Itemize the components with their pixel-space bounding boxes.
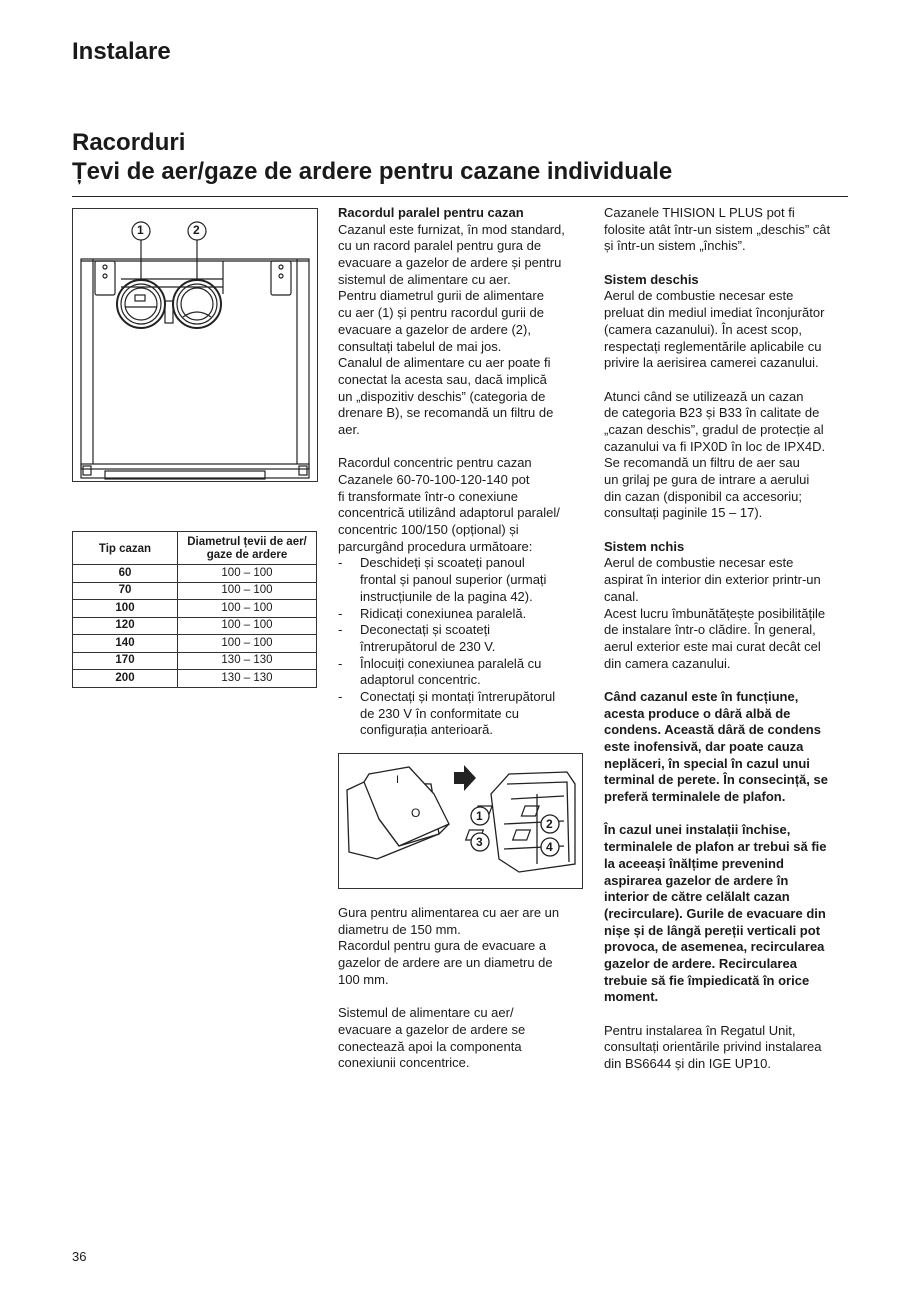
text-line: Aerul de combustie necesar este: [604, 555, 794, 571]
list-item: [338, 689, 588, 706]
table-row: [73, 635, 317, 653]
bullet-dash: -: [338, 605, 343, 621]
text-line: configurația anterioară.: [360, 722, 493, 738]
switch-callout-1: 1: [476, 809, 483, 823]
list-item-text: Ridicați conexiunea paralelă.: [360, 605, 527, 621]
section-heading: Instalare: [72, 38, 171, 65]
text-line: privire la aerisirea camerei cazanului.: [604, 355, 819, 371]
switch-mark-off: O: [411, 806, 421, 820]
switch-figure: [338, 753, 583, 889]
text-line: respectați reglementările aplicabile cu: [604, 338, 822, 354]
text-line: concentric 100/150 (opțional) și: [338, 522, 519, 538]
text-line: fi transformate într-o conexiune: [338, 488, 518, 504]
list-item-text: Deschideți și scoateți panoul: [360, 555, 525, 571]
bold-text-line: aspirarea gazelor de ardere în: [604, 872, 789, 888]
text-line: Acest lucru îmbunătățește posibilitățile: [604, 605, 826, 621]
text-line: consultați paginile 15 – 17).: [604, 505, 763, 521]
bullet-dash: -: [338, 655, 343, 671]
table-row: [73, 652, 317, 670]
text-line: de 230 V în conformitate cu: [360, 705, 519, 721]
text-line: din cazan (disponibil ca accesoriu;: [604, 488, 802, 504]
bullet-dash: -: [338, 555, 343, 571]
flue-diameter-table: [72, 531, 317, 688]
text-line: folosite atât într-un sistem „deschis” cât: [604, 221, 831, 237]
title-divider: [72, 196, 848, 197]
text-line: Pentru diametrul gurii de alimentare: [338, 288, 544, 304]
diameter-cell: 130 – 130: [178, 670, 317, 688]
text-line: Sistemul de alimentare cu aer/: [338, 1005, 514, 1021]
bold-text-line: trebuie să fie împiedicată în orice: [604, 972, 810, 988]
text-line: 100 mm.: [338, 971, 389, 987]
text-line: aer.: [338, 421, 360, 437]
bold-text-line: este inofensivă, dar poate cauza: [604, 739, 804, 754]
switch-callout-2: 2: [546, 817, 553, 831]
text-line: canal.: [604, 588, 639, 604]
text-line: gazelor de ardere are un diametru de: [338, 955, 553, 971]
text-line: aerul exterior este mai curat decât cel: [604, 638, 821, 654]
callout-1: 1: [137, 223, 144, 237]
boiler-type-cell: 170: [73, 652, 178, 670]
bold-text-line: (recirculare). Gurile de evacuare din: [604, 905, 826, 921]
table-row: [73, 617, 317, 635]
text-line: drenare B), se recomandă un filtru de: [338, 405, 554, 421]
table-row: [73, 670, 317, 688]
text-line: Cazanul este furnizat, în mod standard,: [338, 221, 565, 237]
text-line: din camera cazanului.: [604, 655, 731, 671]
blank-line: [604, 806, 854, 823]
list-item-text: Înlocuiți conexiunea paralelă cu: [360, 655, 542, 671]
list-item: [338, 606, 588, 623]
list-item: [338, 656, 588, 673]
bold-text-line: Sistem nchis: [604, 538, 685, 554]
bold-text-line: În cazul unei instalații închise,: [604, 822, 791, 838]
bold-text-line: moment.: [604, 989, 659, 1005]
text-line: Canalul de alimentare cu aer poate fi: [338, 355, 551, 371]
diameter-cell: 100 – 100: [178, 565, 317, 583]
text-line: de categoria B23 și B33 în calitate de: [604, 405, 820, 421]
text-line: un grilaj pe gura de intrare a aerului: [604, 472, 810, 487]
text-line: „cazan deschis”, gradul de protecție al: [604, 421, 824, 437]
text-line: întrerupătorul de 230 V.: [360, 638, 496, 654]
text-line: Se recomandă un filtru de aer sau: [604, 455, 800, 471]
boiler-type-cell: 70: [73, 582, 178, 600]
text-line: evacuare a gazelor de ardere și pentru: [338, 255, 562, 271]
page-title: Racorduri: [72, 129, 186, 156]
list-item-text: Deconectați și scoateți: [360, 622, 491, 638]
bold-text-line: provoca, de asemenea, recircularea: [604, 939, 825, 955]
bullet-dash: -: [338, 622, 343, 638]
diameter-cell: 100 – 100: [178, 617, 317, 635]
callout-2: 2: [193, 223, 200, 237]
switch-callout-4: 4: [546, 840, 553, 854]
text-line: Atunci când se utilizează un cazan: [604, 388, 804, 404]
text-line: concentrică utilizând adaptorul paralel/: [338, 505, 560, 521]
text-line: Aerul de combustie necesar este: [604, 288, 794, 304]
blank-line: [604, 372, 854, 389]
text-line: evacuare a gazelor de ardere (2),: [338, 321, 531, 337]
blank-line: [604, 1006, 854, 1023]
boiler-connections-figure: [72, 208, 318, 482]
switch-mark-on: I: [396, 774, 400, 786]
text-line: cu un racord paralel pentru gura de: [338, 238, 542, 254]
boiler-type-cell: 140: [73, 635, 178, 653]
bold-text-line: condens. Această dâră de condens: [604, 722, 821, 738]
bold-text-line: acesta produce o dâră albă de: [604, 705, 791, 721]
page-number: 36: [72, 1249, 87, 1264]
bold-text-line: terminal de perete. În consecință, se: [604, 772, 828, 788]
text-line: aspirat în interior din exterior printr-un: [604, 572, 821, 588]
table-row: [73, 565, 317, 583]
bold-text-line: Sistem deschis: [604, 271, 699, 287]
text-line: de instalare într-o clădire. În general,: [604, 622, 816, 638]
bullet-dash: -: [338, 688, 343, 704]
column-2-text: [338, 205, 588, 739]
text-line: Racordul pentru gura de evacuare a: [338, 938, 547, 954]
bold-text-line: la aceeași înălțime prevenind: [604, 855, 784, 871]
text-line: conectat la acesta sau, dacă implică: [338, 371, 547, 387]
text-line: frontal și panoul superior (urmați: [360, 572, 547, 588]
bold-text-line: nișe și de lângă pereții verticali pot: [604, 922, 821, 938]
list-item: [338, 555, 588, 572]
text-line: Racordul concentric pentru cazan: [338, 455, 532, 471]
column-3-text: [604, 205, 854, 1073]
table-header-diameter: Diametrul țevii de aer/ gaze de ardere: [178, 532, 317, 565]
diameter-cell: 100 – 100: [178, 600, 317, 618]
column-2-bottom-text: [338, 905, 588, 1072]
text-line: (camera cazanului). În acest scop,: [604, 321, 802, 337]
bold-text-line: Când cazanul este în funcțiune,: [604, 688, 799, 704]
text-line: parcurgând procedura următoare:: [338, 538, 533, 554]
text-line: consultați orientările privind instalarea: [604, 1039, 822, 1055]
bold-text-line: terminalele de plafon ar trebui să fie: [604, 839, 827, 855]
boiler-type-cell: 120: [73, 617, 178, 635]
text-line: cazanului va fi IPX0D în loc de IPX4D.: [604, 438, 826, 454]
blank-line: [338, 439, 588, 456]
bold-text-line: Racordul paralel pentru cazan: [338, 205, 524, 220]
diameter-cell: 130 – 130: [178, 652, 317, 670]
text-line: preluat din mediul imediat înconjurător: [604, 305, 825, 321]
blank-line: [338, 988, 588, 1005]
text-line: și într-un sistem „închis”.: [604, 238, 746, 254]
switch-callout-3: 3: [476, 835, 483, 849]
text-line: din BS6644 și din IGE UP10.: [604, 1056, 771, 1072]
text-line: Pentru instalarea în Regatul Unit,: [604, 1022, 796, 1038]
diameter-cell: 100 – 100: [178, 582, 317, 600]
text-line: instrucțiunile de la pagina 42).: [360, 588, 533, 604]
table-row: [73, 582, 317, 600]
blank-line: [604, 255, 854, 272]
diameter-cell: 100 – 100: [178, 635, 317, 653]
text-line: Gura pentru alimentarea cu aer are un: [338, 905, 560, 920]
text-line: diametru de 150 mm.: [338, 921, 461, 937]
table-row: [73, 600, 317, 618]
bold-text-line: neplăceri, în special în cazul unui: [604, 755, 810, 771]
page-subtitle: Țevi de aer/gaze de ardere pentru cazane individuale: [72, 158, 673, 185]
text-line: Cazanele THISION L PLUS pot fi: [604, 205, 795, 220]
text-line: un „dispozitiv deschis” (categoria de: [338, 388, 546, 404]
bold-text-line: preferă terminalele de plafon.: [604, 789, 786, 805]
text-line: Cazanele 60-70-100-120-140 pot: [338, 472, 530, 487]
text-line: sistemul de alimentare cu aer.: [338, 271, 511, 287]
list-item: [338, 622, 588, 639]
bold-text-line: gazelor de ardere. Recircularea: [604, 955, 797, 971]
text-line: conexiunii concentrice.: [338, 1055, 470, 1071]
text-line: consultați tabelul de mai jos.: [338, 338, 502, 354]
boiler-type-cell: 200: [73, 670, 178, 688]
text-line: adaptorul concentric.: [360, 672, 481, 688]
blank-line: [604, 672, 854, 689]
table-header-type: Tip cazan: [73, 532, 178, 565]
text-line: conectează apoi la componenta: [338, 1038, 522, 1054]
text-line: evacuare a gazelor de ardere se: [338, 1021, 526, 1037]
text-line: cu aer (1) și pentru racordul gurii de: [338, 305, 544, 321]
bold-text-line: interior de către celălalt cazan: [604, 889, 790, 905]
list-item-text: Conectați și montați întrerupătorul: [360, 688, 556, 704]
boiler-type-cell: 60: [73, 565, 178, 583]
blank-line: [604, 522, 854, 539]
boiler-type-cell: 100: [73, 600, 178, 618]
